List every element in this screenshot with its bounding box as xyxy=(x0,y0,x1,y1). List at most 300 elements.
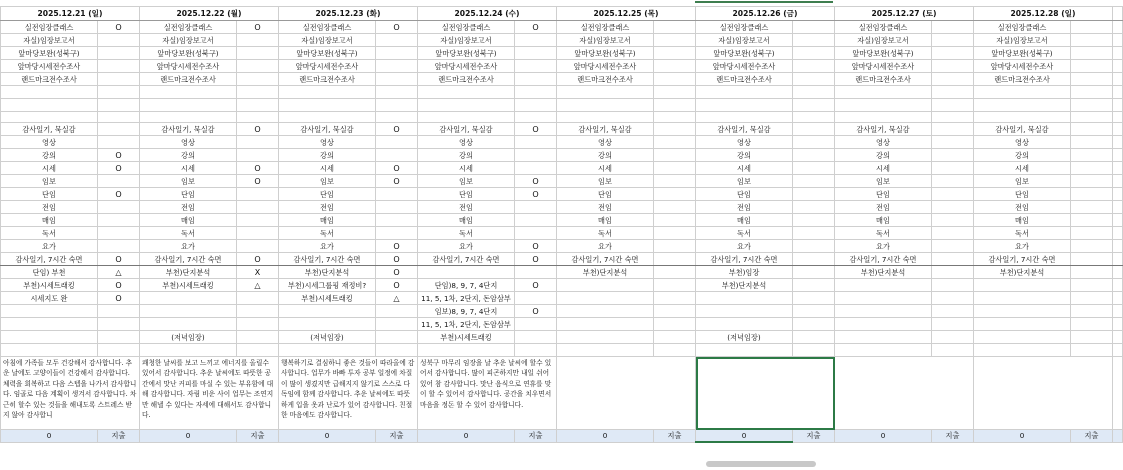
check-mark[interactable]: O xyxy=(376,240,418,253)
check-mark[interactable] xyxy=(793,162,835,175)
top-cell[interactable]: 실전임장클래스 xyxy=(557,21,654,34)
date-header[interactable]: 2025.12.28 (일) xyxy=(974,7,1113,21)
date-header[interactable]: 2025.12.21 (일) xyxy=(1,7,140,21)
top-cell[interactable] xyxy=(974,86,1071,99)
routine-cell[interactable]: 독서 xyxy=(279,227,376,240)
check-mark[interactable] xyxy=(376,60,418,73)
check-mark[interactable] xyxy=(515,292,557,305)
tasks-cell[interactable] xyxy=(835,292,932,305)
check-mark[interactable] xyxy=(932,253,974,266)
top-cell[interactable]: 앞마당시세전수조사 xyxy=(835,60,932,73)
routine-cell[interactable]: 감사일기, 7시간 숙면 xyxy=(140,253,237,266)
tasks-cell[interactable]: 부천)시세트래킹 xyxy=(279,292,376,305)
top-cell[interactable]: 자실)임장보고서 xyxy=(140,34,237,47)
routine-cell[interactable]: 강의 xyxy=(279,149,376,162)
check-mark[interactable] xyxy=(237,86,279,99)
check-mark[interactable]: O xyxy=(376,123,418,136)
routine-cell[interactable]: 강의 xyxy=(696,149,793,162)
check-mark[interactable] xyxy=(932,99,974,112)
check-mark[interactable] xyxy=(98,73,140,86)
top-cell[interactable]: 앞마당시세전수조사 xyxy=(696,60,793,73)
tasks-cell[interactable]: 11, 5, 1차, 2단지, 돈암삼부 xyxy=(418,318,515,331)
check-mark[interactable] xyxy=(932,305,974,318)
top-cell[interactable]: 앞마당보완(성북구) xyxy=(557,47,654,60)
check-mark[interactable] xyxy=(654,266,696,279)
check-mark[interactable]: O xyxy=(376,253,418,266)
routine-cell[interactable]: 감사일기, 7시간 숙면 xyxy=(696,253,793,266)
routine-cell[interactable]: 감사일기, 묵실감 xyxy=(835,123,932,136)
top-cell[interactable]: 앞마당시세전수조사 xyxy=(974,60,1071,73)
top-cell[interactable] xyxy=(974,99,1071,112)
check-mark[interactable] xyxy=(98,318,140,331)
routine-cell[interactable]: 강의 xyxy=(1,149,98,162)
routine-cell[interactable]: 독서 xyxy=(1,227,98,240)
check-mark[interactable] xyxy=(98,136,140,149)
check-mark[interactable]: O xyxy=(376,266,418,279)
top-cell[interactable] xyxy=(835,99,932,112)
tasks-cell[interactable] xyxy=(1,331,98,344)
check-mark[interactable] xyxy=(793,21,835,34)
check-mark[interactable]: O xyxy=(376,162,418,175)
routine-cell[interactable]: 요가 xyxy=(835,240,932,253)
check-mark[interactable] xyxy=(1071,162,1113,175)
check-mark[interactable] xyxy=(793,60,835,73)
tasks-cell[interactable]: 부천)단지분석 xyxy=(279,266,376,279)
check-mark[interactable] xyxy=(932,292,974,305)
routine-cell[interactable]: 매임 xyxy=(418,214,515,227)
expense-total[interactable]: 0 xyxy=(1,430,98,443)
check-mark[interactable] xyxy=(237,344,279,357)
routine-cell[interactable]: 매임 xyxy=(1,214,98,227)
check-mark[interactable] xyxy=(98,47,140,60)
check-mark[interactable] xyxy=(237,305,279,318)
check-mark[interactable] xyxy=(654,318,696,331)
blank-cell[interactable] xyxy=(1071,112,1113,123)
check-mark[interactable] xyxy=(1071,331,1113,344)
routine-cell[interactable]: 전임 xyxy=(974,201,1071,214)
top-cell[interactable]: 자실)임장보고서 xyxy=(696,34,793,47)
check-mark[interactable] xyxy=(237,149,279,162)
top-cell[interactable]: 자실)임장보고서 xyxy=(974,34,1071,47)
tasks-cell[interactable] xyxy=(974,292,1071,305)
top-cell[interactable] xyxy=(557,99,654,112)
gratitude-note[interactable] xyxy=(974,357,1113,430)
check-mark[interactable] xyxy=(932,344,974,357)
check-mark[interactable] xyxy=(237,214,279,227)
check-mark[interactable] xyxy=(1071,305,1113,318)
tasks-cell[interactable] xyxy=(1,318,98,331)
top-cell[interactable]: 실전임장클래스 xyxy=(279,21,376,34)
tasks-cell[interactable]: 시세지도 완 xyxy=(1,292,98,305)
check-mark[interactable] xyxy=(654,305,696,318)
check-mark[interactable] xyxy=(793,292,835,305)
check-mark[interactable] xyxy=(793,175,835,188)
check-mark[interactable] xyxy=(793,344,835,357)
check-mark[interactable] xyxy=(654,34,696,47)
routine-cell[interactable]: 감사일기, 7시간 숙면 xyxy=(1,253,98,266)
blank-cell[interactable] xyxy=(237,112,279,123)
tasks-cell[interactable] xyxy=(279,318,376,331)
check-mark[interactable] xyxy=(376,99,418,112)
top-cell[interactable]: 앞마당시세전수조사 xyxy=(140,60,237,73)
check-mark[interactable] xyxy=(932,123,974,136)
gratitude-note[interactable]: 행복하기로 결심하니 좋은 것들이 따라올에 감사합니다. 업무가 바빠 투자 공부 일정에 차질이 많이 생겼지만 급해지지 않기로 스스로 다독임에 함께 감사합니다. 추운 날씨에도 따뜻하게 입을 옷과 난로가 있어 감사합니다. 친절한 마음에도 감사합니다. xyxy=(279,357,418,430)
top-cell[interactable]: 앞마당보완(성북구) xyxy=(696,47,793,60)
check-mark[interactable] xyxy=(98,344,140,357)
date-header[interactable]: 2025.12.24 (수) xyxy=(418,7,557,21)
check-mark[interactable] xyxy=(1071,136,1113,149)
check-mark[interactable] xyxy=(1071,279,1113,292)
check-mark[interactable]: O xyxy=(515,279,557,292)
gratitude-note[interactable]: 쾌청한 날씨를 보고 느끼고 에너지를 올릴수 있어서 감사합니다. 추운 날씨에도 따뜻한 공간에서 맛난 커피를 마실 수 있는 부유함에 대해 감사합니다. 자림 비운 사이 업무는 조연지만 해낼 수 있다는 자세에 대해서도 감사합니다. xyxy=(140,357,279,430)
routine-cell[interactable]: 전임 xyxy=(696,201,793,214)
top-cell[interactable] xyxy=(1,86,98,99)
top-cell[interactable] xyxy=(835,86,932,99)
top-cell[interactable]: 앞마당보완(성북구) xyxy=(418,47,515,60)
routine-cell[interactable]: 감사일기, 7시간 숙면 xyxy=(557,253,654,266)
tasks-cell[interactable] xyxy=(696,344,793,357)
routine-cell[interactable]: 요가 xyxy=(140,240,237,253)
routine-cell[interactable]: 감사일기, 묵실감 xyxy=(418,123,515,136)
check-mark[interactable]: O xyxy=(237,175,279,188)
check-mark[interactable] xyxy=(793,136,835,149)
check-mark[interactable]: O xyxy=(237,123,279,136)
check-mark[interactable] xyxy=(98,60,140,73)
tasks-cell[interactable]: (저녁임장) xyxy=(279,331,376,344)
check-mark[interactable] xyxy=(98,175,140,188)
horizontal-scrollbar[interactable] xyxy=(706,461,816,467)
check-mark[interactable] xyxy=(793,227,835,240)
routine-cell[interactable]: 영상 xyxy=(418,136,515,149)
check-mark[interactable] xyxy=(793,123,835,136)
top-cell[interactable]: 자실)임장보고서 xyxy=(418,34,515,47)
check-mark[interactable] xyxy=(654,240,696,253)
check-mark[interactable] xyxy=(654,99,696,112)
routine-cell[interactable]: 강의 xyxy=(418,149,515,162)
check-mark[interactable]: X xyxy=(237,266,279,279)
check-mark[interactable] xyxy=(793,266,835,279)
blank-cell[interactable] xyxy=(98,112,140,123)
blank-cell[interactable] xyxy=(793,112,835,123)
check-mark[interactable] xyxy=(1071,318,1113,331)
tasks-cell[interactable]: 부천)단지분석 xyxy=(974,266,1071,279)
check-mark[interactable] xyxy=(237,47,279,60)
check-mark[interactable] xyxy=(237,227,279,240)
check-mark[interactable] xyxy=(1071,253,1113,266)
expense-total[interactable]: 0 xyxy=(557,430,654,443)
check-mark[interactable] xyxy=(932,214,974,227)
top-cell[interactable] xyxy=(279,86,376,99)
top-cell[interactable]: 앞마당보완(성북구) xyxy=(279,47,376,60)
top-cell[interactable]: 앞마당시세전수조사 xyxy=(557,60,654,73)
routine-cell[interactable]: 전임 xyxy=(557,201,654,214)
date-header[interactable]: 2025.12.27 (토) xyxy=(835,7,974,21)
check-mark[interactable] xyxy=(932,331,974,344)
tasks-cell[interactable] xyxy=(835,279,932,292)
tasks-cell[interactable] xyxy=(974,344,1071,357)
routine-cell[interactable]: 매임 xyxy=(974,214,1071,227)
routine-cell[interactable]: 단임 xyxy=(418,188,515,201)
routine-cell[interactable]: 요가 xyxy=(557,240,654,253)
routine-cell[interactable]: 매임 xyxy=(557,214,654,227)
check-mark[interactable] xyxy=(654,136,696,149)
check-mark[interactable] xyxy=(376,34,418,47)
check-mark[interactable] xyxy=(932,175,974,188)
tasks-cell[interactable] xyxy=(557,344,654,357)
tasks-cell[interactable] xyxy=(140,305,237,318)
routine-cell[interactable]: 임보 xyxy=(974,175,1071,188)
tasks-cell[interactable]: 부천)단지분석 xyxy=(557,266,654,279)
check-mark[interactable] xyxy=(1071,266,1113,279)
routine-cell[interactable]: 감사일기, 묵실감 xyxy=(140,123,237,136)
routine-cell[interactable]: 영상 xyxy=(140,136,237,149)
check-mark[interactable] xyxy=(376,188,418,201)
routine-cell[interactable]: 감사일기, 묵실감 xyxy=(557,123,654,136)
check-mark[interactable] xyxy=(793,214,835,227)
check-mark[interactable] xyxy=(515,214,557,227)
top-cell[interactable]: 자실)임장보고서 xyxy=(279,34,376,47)
check-mark[interactable] xyxy=(98,99,140,112)
tasks-cell[interactable]: 단임) 부천 xyxy=(1,266,98,279)
check-mark[interactable]: O xyxy=(376,175,418,188)
tasks-cell[interactable] xyxy=(557,318,654,331)
routine-cell[interactable]: 임보 xyxy=(557,175,654,188)
top-cell[interactable] xyxy=(418,86,515,99)
check-mark[interactable] xyxy=(515,331,557,344)
check-mark[interactable] xyxy=(1071,86,1113,99)
check-mark[interactable] xyxy=(932,21,974,34)
blank-cell[interactable] xyxy=(1,112,98,123)
routine-cell[interactable]: 임보 xyxy=(835,175,932,188)
check-mark[interactable]: O xyxy=(376,279,418,292)
check-mark[interactable] xyxy=(932,136,974,149)
check-mark[interactable] xyxy=(237,188,279,201)
routine-cell[interactable]: 임보 xyxy=(1,175,98,188)
check-mark[interactable] xyxy=(515,227,557,240)
check-mark[interactable] xyxy=(654,253,696,266)
check-mark[interactable]: O xyxy=(98,162,140,175)
tasks-cell[interactable] xyxy=(835,344,932,357)
check-mark[interactable] xyxy=(932,279,974,292)
check-mark[interactable] xyxy=(654,86,696,99)
check-mark[interactable] xyxy=(793,73,835,86)
routine-cell[interactable]: 감사일기, 7시간 숙면 xyxy=(835,253,932,266)
tasks-cell[interactable]: 부천)단지분석 xyxy=(696,279,793,292)
check-mark[interactable] xyxy=(654,73,696,86)
tasks-cell[interactable]: 임보)8, 9, 7, 4단지 xyxy=(418,305,515,318)
top-cell[interactable]: 랜드마크전수조사 xyxy=(1,73,98,86)
expense-total[interactable]: 0 xyxy=(140,430,237,443)
check-mark[interactable] xyxy=(376,344,418,357)
routine-cell[interactable]: 시세 xyxy=(418,162,515,175)
tasks-cell[interactable] xyxy=(835,318,932,331)
tasks-cell[interactable]: 부천)단지분석 xyxy=(140,266,237,279)
top-cell[interactable]: 앞마당시세전수조사 xyxy=(279,60,376,73)
blank-cell[interactable] xyxy=(974,112,1071,123)
check-mark[interactable] xyxy=(793,331,835,344)
check-mark[interactable]: O xyxy=(515,253,557,266)
check-mark[interactable] xyxy=(654,175,696,188)
check-mark[interactable] xyxy=(237,34,279,47)
expense-total[interactable]: 0 xyxy=(279,430,376,443)
expense-total[interactable]: 0 xyxy=(974,430,1071,443)
top-cell[interactable]: 앞마당보완(성북구) xyxy=(140,47,237,60)
routine-cell[interactable]: 독서 xyxy=(835,227,932,240)
date-header[interactable]: 2025.12.22 (월) xyxy=(140,7,279,21)
check-mark[interactable] xyxy=(654,162,696,175)
check-mark[interactable] xyxy=(515,73,557,86)
top-cell[interactable]: 랜드마크전수조사 xyxy=(418,73,515,86)
check-mark[interactable] xyxy=(376,136,418,149)
tasks-cell[interactable]: (저녁임장) xyxy=(696,331,793,344)
routine-cell[interactable]: 독서 xyxy=(974,227,1071,240)
tasks-cell[interactable]: 11, 5, 1차, 2단지, 돈암삼부 xyxy=(418,292,515,305)
tasks-cell[interactable] xyxy=(696,318,793,331)
date-header[interactable]: 2025.12.26 (금) xyxy=(696,7,835,21)
expense-total[interactable]: 0 xyxy=(696,430,793,443)
check-mark[interactable] xyxy=(376,47,418,60)
check-mark[interactable]: O xyxy=(376,21,418,34)
check-mark[interactable]: O xyxy=(237,162,279,175)
top-cell[interactable] xyxy=(140,86,237,99)
routine-cell[interactable]: 독서 xyxy=(418,227,515,240)
check-mark[interactable]: O xyxy=(237,21,279,34)
check-mark[interactable] xyxy=(237,60,279,73)
tasks-cell[interactable]: 부천)시세트래킹 xyxy=(1,279,98,292)
check-mark[interactable] xyxy=(654,149,696,162)
blank-cell[interactable] xyxy=(835,112,932,123)
check-mark[interactable] xyxy=(1071,34,1113,47)
tasks-cell[interactable]: 부천)시세트래킹 xyxy=(140,279,237,292)
gratitude-note[interactable] xyxy=(557,357,696,430)
routine-cell[interactable]: 단임 xyxy=(557,188,654,201)
check-mark[interactable] xyxy=(932,188,974,201)
check-mark[interactable] xyxy=(98,86,140,99)
check-mark[interactable] xyxy=(98,123,140,136)
check-mark[interactable] xyxy=(654,331,696,344)
routine-cell[interactable]: 강의 xyxy=(557,149,654,162)
routine-cell[interactable]: 영상 xyxy=(1,136,98,149)
check-mark[interactable] xyxy=(654,214,696,227)
tasks-cell[interactable]: 부천)시세트래킹 xyxy=(418,331,515,344)
check-mark[interactable] xyxy=(515,344,557,357)
tasks-cell[interactable] xyxy=(696,292,793,305)
top-cell[interactable] xyxy=(140,99,237,112)
routine-cell[interactable]: 감사일기, 묵실감 xyxy=(1,123,98,136)
check-mark[interactable] xyxy=(654,201,696,214)
routine-cell[interactable]: 감사일기, 7시간 숙면 xyxy=(418,253,515,266)
check-mark[interactable]: △ xyxy=(98,266,140,279)
check-mark[interactable] xyxy=(98,331,140,344)
check-mark[interactable] xyxy=(1071,344,1113,357)
check-mark[interactable] xyxy=(654,188,696,201)
check-mark[interactable]: O xyxy=(515,188,557,201)
blank-cell[interactable] xyxy=(654,112,696,123)
routine-cell[interactable]: 시세 xyxy=(140,162,237,175)
tasks-cell[interactable] xyxy=(974,279,1071,292)
gratitude-note[interactable]: 성북구 마무리 임장을 날 추운 날씨에 할수 있어서 감사합니다. 많이 피곤하지만 내일 쉬어 있어 참 감사합니다. 맛난 음식으로 연휴를 맞이 할 수 있어서 감사합니다. 공간을 치우면서 마음을 정돈 할 수 있어 감사합니다. xyxy=(418,357,557,430)
check-mark[interactable] xyxy=(654,123,696,136)
check-mark[interactable] xyxy=(515,136,557,149)
top-cell[interactable]: 실전임장클래스 xyxy=(418,21,515,34)
top-cell[interactable]: 랜드마크전수조사 xyxy=(557,73,654,86)
check-mark[interactable] xyxy=(376,149,418,162)
check-mark[interactable] xyxy=(515,34,557,47)
routine-cell[interactable]: 감사일기, 7시간 숙면 xyxy=(279,253,376,266)
tasks-cell[interactable] xyxy=(974,331,1071,344)
routine-cell[interactable]: 시세 xyxy=(696,162,793,175)
top-cell[interactable]: 실전임장클래스 xyxy=(835,21,932,34)
top-cell[interactable]: 랜드마크전수조사 xyxy=(696,73,793,86)
check-mark[interactable] xyxy=(237,201,279,214)
check-mark[interactable] xyxy=(98,227,140,240)
check-mark[interactable] xyxy=(98,201,140,214)
check-mark[interactable] xyxy=(237,318,279,331)
check-mark[interactable] xyxy=(515,162,557,175)
routine-cell[interactable]: 임보 xyxy=(418,175,515,188)
routine-cell[interactable]: 영상 xyxy=(557,136,654,149)
check-mark[interactable]: O xyxy=(98,292,140,305)
check-mark[interactable] xyxy=(793,318,835,331)
expense-total[interactable]: 0 xyxy=(835,430,932,443)
check-mark[interactable] xyxy=(376,318,418,331)
check-mark[interactable] xyxy=(932,240,974,253)
check-mark[interactable] xyxy=(376,86,418,99)
check-mark[interactable] xyxy=(1071,123,1113,136)
top-cell[interactable] xyxy=(279,99,376,112)
routine-cell[interactable]: 감사일기, 묵실감 xyxy=(696,123,793,136)
routine-cell[interactable]: 단임 xyxy=(835,188,932,201)
tasks-cell[interactable] xyxy=(557,305,654,318)
routine-cell[interactable]: 영상 xyxy=(835,136,932,149)
top-cell[interactable] xyxy=(1,99,98,112)
routine-cell[interactable]: 단임 xyxy=(279,188,376,201)
routine-cell[interactable]: 매임 xyxy=(279,214,376,227)
date-header[interactable]: 2025.12.23 (화) xyxy=(279,7,418,21)
routine-cell[interactable]: 강의 xyxy=(140,149,237,162)
routine-cell[interactable]: 단임 xyxy=(140,188,237,201)
check-mark[interactable] xyxy=(376,214,418,227)
check-mark[interactable] xyxy=(932,266,974,279)
tasks-cell[interactable] xyxy=(1,344,98,357)
check-mark[interactable] xyxy=(654,227,696,240)
blank-cell[interactable] xyxy=(140,112,237,123)
check-mark[interactable] xyxy=(654,60,696,73)
check-mark[interactable] xyxy=(98,305,140,318)
tasks-cell[interactable] xyxy=(835,331,932,344)
check-mark[interactable] xyxy=(793,279,835,292)
routine-cell[interactable]: 감사일기, 묵실감 xyxy=(279,123,376,136)
top-cell[interactable]: 앞마당시세전수조사 xyxy=(1,60,98,73)
routine-cell[interactable]: 시세 xyxy=(279,162,376,175)
routine-cell[interactable]: 독서 xyxy=(557,227,654,240)
routine-cell[interactable]: 요가 xyxy=(696,240,793,253)
routine-cell[interactable]: 시세 xyxy=(1,162,98,175)
top-cell[interactable] xyxy=(418,99,515,112)
check-mark[interactable] xyxy=(515,99,557,112)
tasks-cell[interactable] xyxy=(140,292,237,305)
top-cell[interactable]: 랜드마크전수조사 xyxy=(279,73,376,86)
check-mark[interactable] xyxy=(515,149,557,162)
check-mark[interactable] xyxy=(1071,47,1113,60)
routine-cell[interactable]: 영상 xyxy=(974,136,1071,149)
tasks-cell[interactable] xyxy=(974,305,1071,318)
routine-cell[interactable]: 전임 xyxy=(279,201,376,214)
tasks-cell[interactable] xyxy=(279,305,376,318)
top-cell[interactable]: 자실)임장보고서 xyxy=(1,34,98,47)
tasks-cell[interactable] xyxy=(557,331,654,344)
check-mark[interactable] xyxy=(654,279,696,292)
